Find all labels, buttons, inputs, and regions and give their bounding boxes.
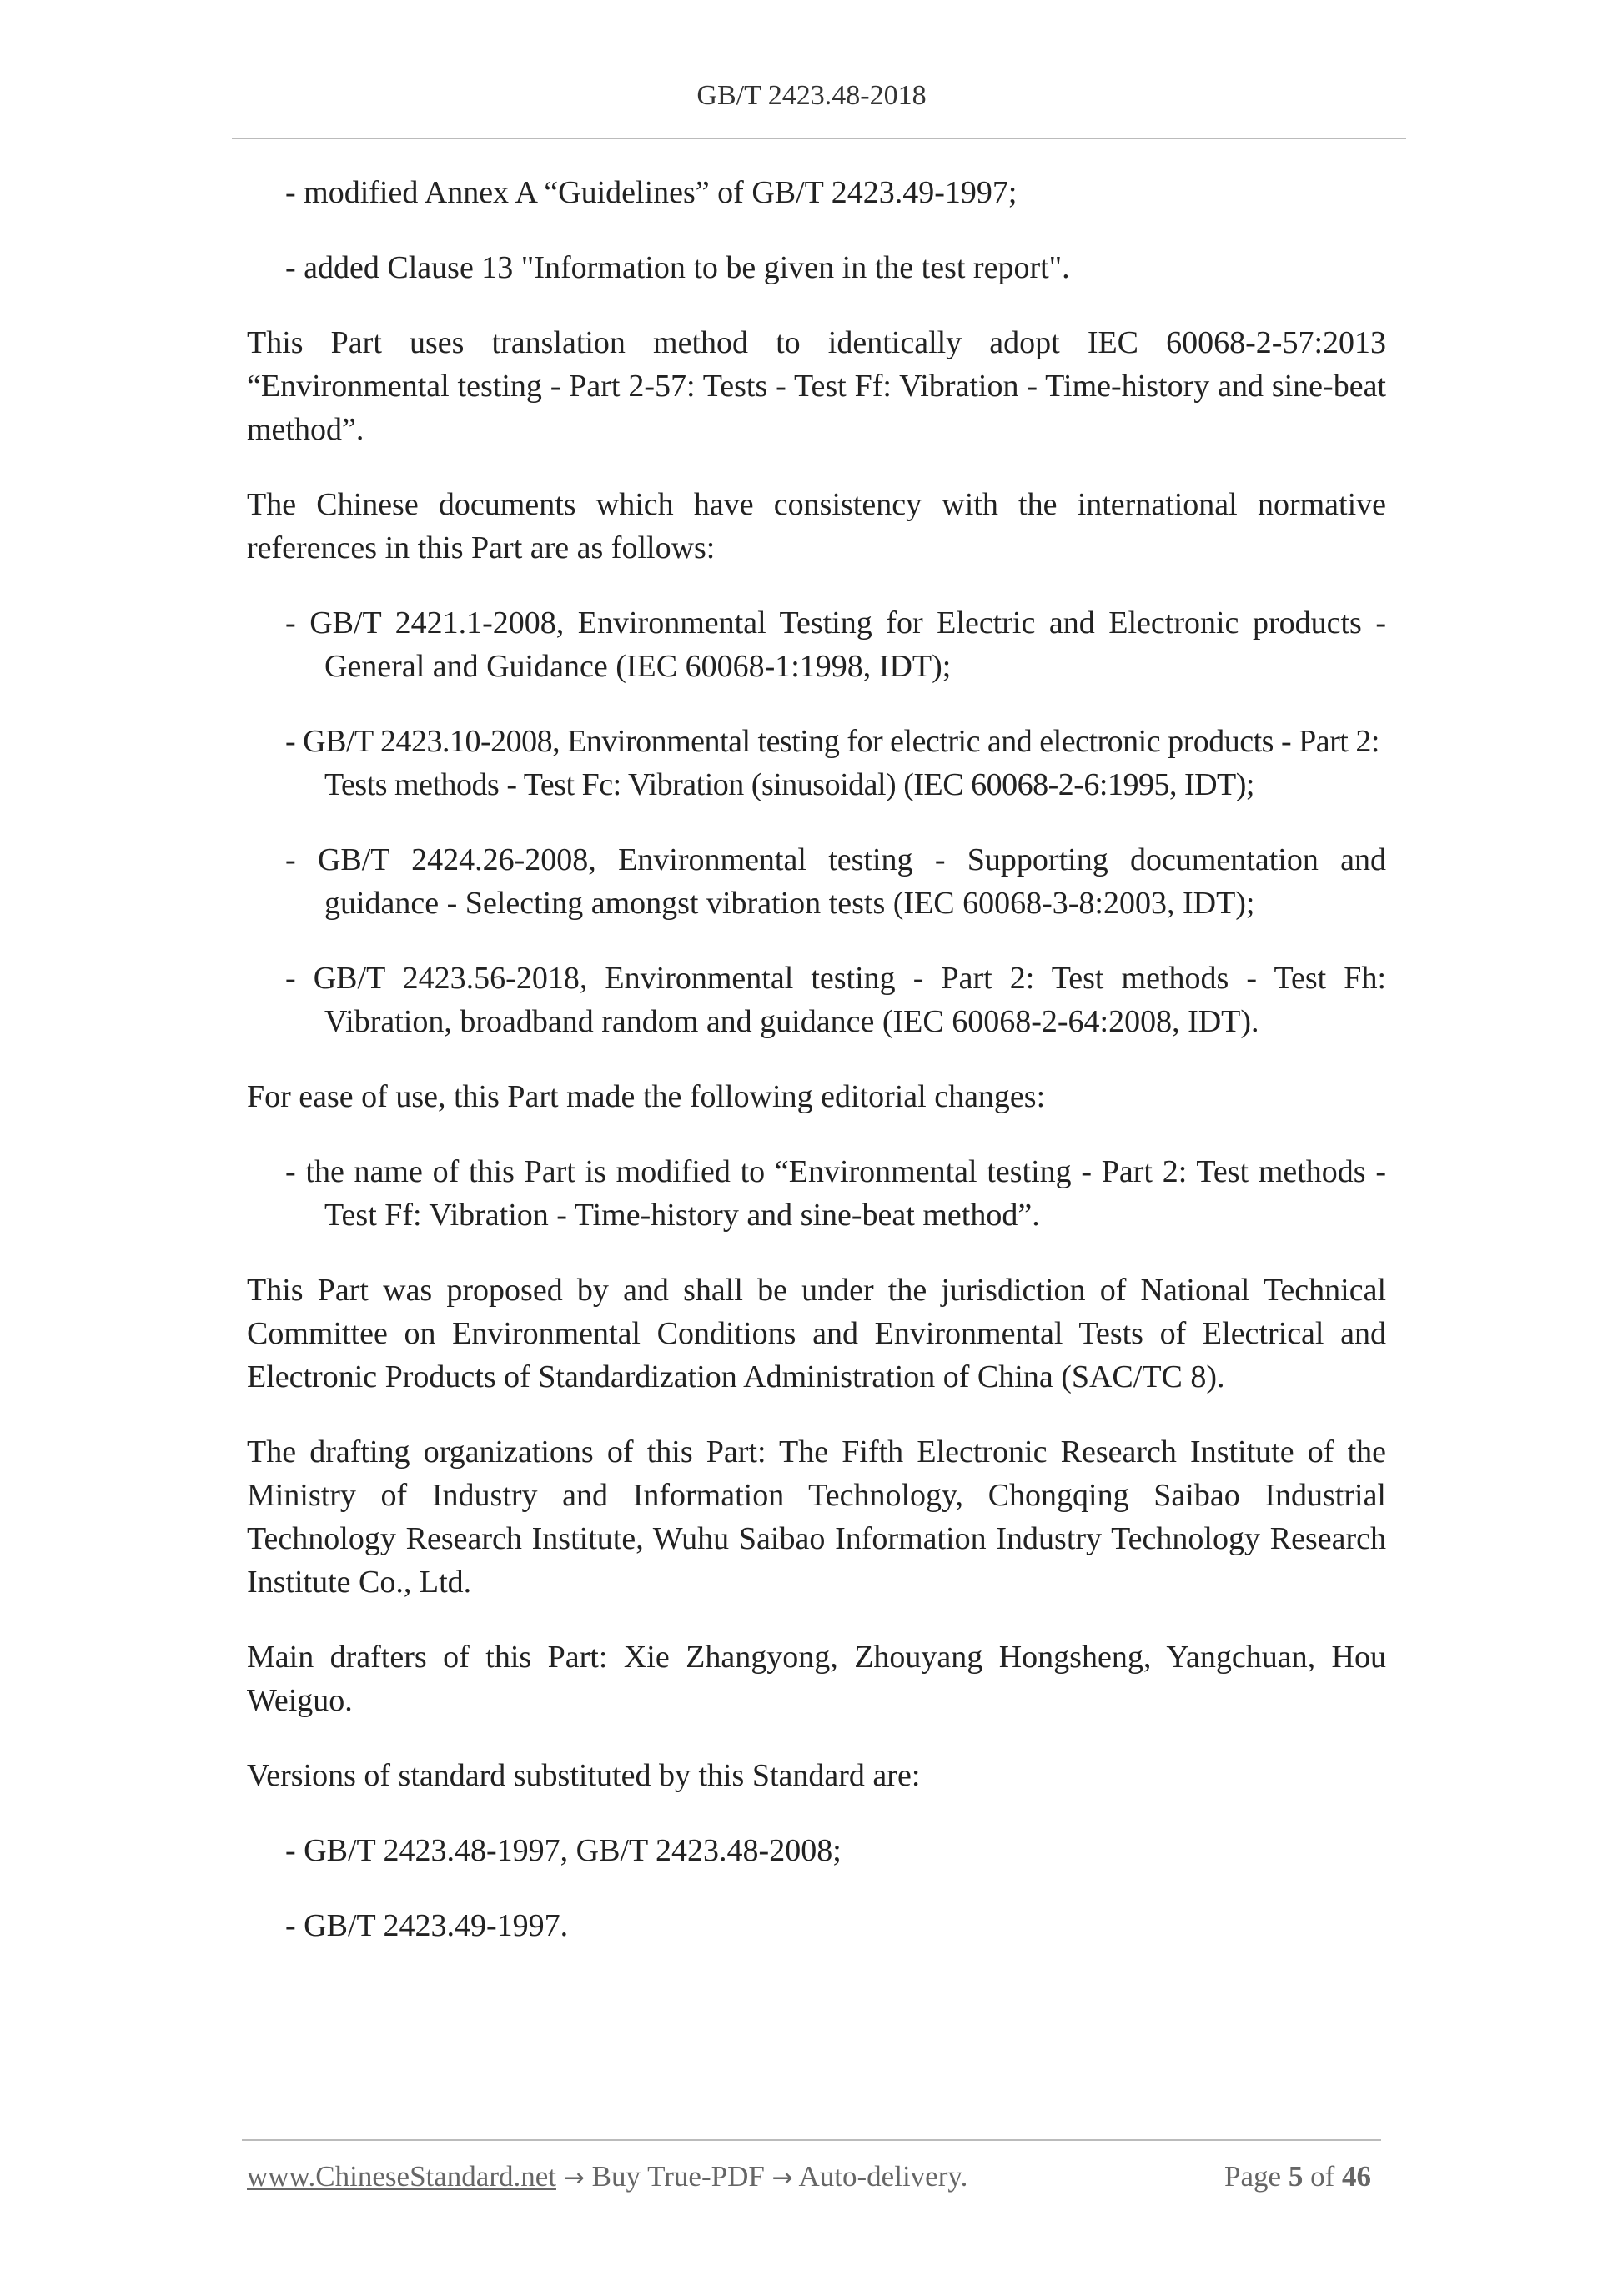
paragraph-consistency: The Chinese documents which have consistency with the international normative references in this Part are as follows:: [247, 487, 1386, 565]
page-label: Page: [1224, 2160, 1282, 2193]
paragraph-drafting-organizations: The drafting organizations of this Part: The Fifth Electronic Research Institute of the Ministry of Industry and Information Technology, Chongqing Saibao Industrial Technology Research Institute, Wuhu Saibao Information Industry Technology Research Institute Co., Ltd.: [247, 1434, 1386, 1600]
page-of-label: of: [1310, 2160, 1335, 2193]
paragraph-proposed-by: This Part was proposed by and shall be under the jurisdiction of National Technical Committee on Environmental Conditions and Environmental Tests of Electrical and Electronic Products of Standardization Administration of China (SAC/TC 8).: [247, 1273, 1386, 1394]
bullet-annex-a: - modified Annex A “Guidelines” of GB/T 2423.49-1997;: [285, 175, 1018, 210]
bullet-clause-13: - added Clause 13 "Information to be given in the test report".: [285, 250, 1070, 285]
paragraph-editorial-changes: For ease of use, this Part made the following editorial changes:: [247, 1079, 1046, 1114]
reference-item: - GB/T 2423.10-2008, Environmental testing for electric and electronic products - Part 2: Tests methods - Test Fc: Vibration (sinusoidal) (IEC 60068-2-6:1995, IDT);: [285, 724, 1379, 802]
header-divider: [232, 138, 1406, 139]
paragraph-versions-substituted: Versions of standard substituted by this Standard are:: [247, 1758, 921, 1793]
current-page: 5: [1288, 2160, 1304, 2193]
editorial-change-item: - the name of this Part is modified to “Environmental testing - Part 2: Test methods - Test Ff: Vibration - Time-history and sine-beat method”.: [285, 1154, 1386, 1233]
page-number: [1224, 2160, 1371, 2193]
reference-item: - GB/T 2424.26-2008, Environmental testing - Supporting documentation and guidance - Selecting amongst vibration tests (IEC 60068-3-8:2003, IDT);: [285, 842, 1386, 921]
page-header-title: GB/T 2423.48-2018: [696, 80, 927, 111]
footer-divider: [242, 2139, 1381, 2141]
buy-true-pdf-text: Buy True-PDF: [591, 2160, 765, 2193]
reference-item: - GB/T 2421.1-2008, Environmental Testing for Electric and Electronic products - General and Guidance (IEC 60068-1:1998, IDT);: [285, 605, 1386, 684]
total-pages: 46: [1342, 2160, 1371, 2193]
website-link[interactable]: www.ChineseStandard.net: [247, 2160, 556, 2193]
auto-delivery-text: Auto-delivery.: [798, 2160, 968, 2193]
document-body: [247, 171, 1386, 1979]
version-item: - GB/T 2423.48-1997, GB/T 2423.48-2008;: [285, 1833, 842, 1868]
reference-item: - GB/T 2423.56-2018, Environmental testing - Part 2: Test methods - Test Fh: Vibration, broadband random and guidance (IEC 60068-2-64:2008, IDT).: [285, 961, 1386, 1039]
paragraph-adoption: This Part uses translation method to identically adopt IEC 60068-2-57:2013 “Environmental testing - Part 2-57: Tests - Test Ff: Vibration - Time-history and sine-beat method”.: [247, 325, 1386, 447]
footer-promo: [247, 2160, 967, 2193]
arrow-right-icon: →: [563, 2163, 585, 2193]
paragraph-main-drafters: Main drafters of this Part: Xie Zhangyong, Zhouyang Hongsheng, Yangchuan, Hou Weiguo.: [247, 1640, 1386, 1718]
arrow-right-icon: →: [771, 2163, 793, 2193]
version-item: - GB/T 2423.49-1997.: [285, 1908, 569, 1943]
